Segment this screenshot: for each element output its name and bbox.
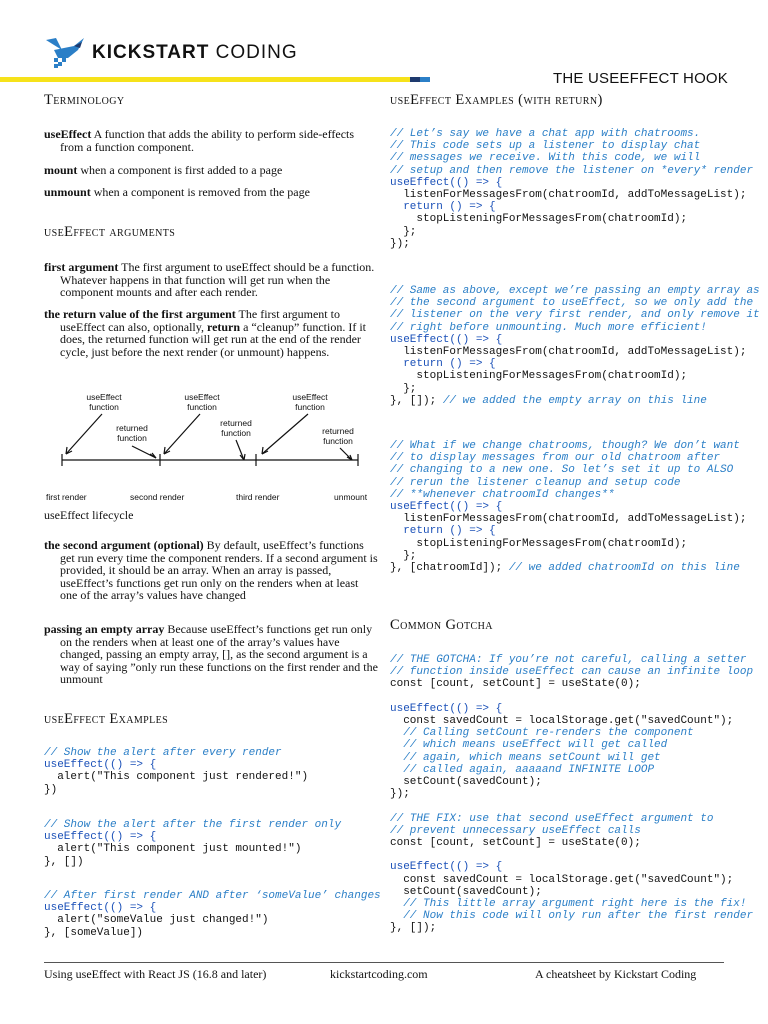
diag-label: function — [117, 433, 147, 443]
def-first-argument: first argument The first argument to useEffect should be a function. Whatever happens in that function will get run when the component mounts and after each render. — [44, 260, 375, 299]
diagram-caption: useEffect lifecycle — [44, 508, 134, 522]
code-block-empty-array: // Same as above, except we’re passing an empty array as // the second argument to useEffect, so we only add the // listener on the very first render, and only remove it // right before unmounting. Much more efficient! useEffect(() => { listenForMessagesFrom(chatroomId, addToMessageList); return () => { stopListeningForMessagesFrom(chatroomId); }; }, []); // we added the empty array on this line — [390, 285, 760, 407]
diag-label: function — [89, 402, 119, 412]
code-block-every-render: // Let’s say we have a chat app with chatrooms. // This code sets up a listener to display chat // messages we receive. With this code, we will // setup and then remove the listener on *every* render useEffect(() => { listenForMessagesFrom(chatroomId, addToMessageList); return () => { stopListeningForMessagesFrom(chatroomId); }; }); — [390, 128, 754, 250]
diag-label: returned — [116, 423, 148, 433]
example-every-render: // Show the alert after every render useEffect(() => { alert("This component just rendered!") }) — [44, 747, 309, 796]
kickstart-bird-logo-icon — [44, 36, 86, 70]
arguments-heading: useEffect arguments — [44, 224, 176, 240]
def-empty-array: passing an empty array Because useEffect’s functions get run only on the renders when at least one of the array’s values have changed, passing an empty array, [], as the second argument is a way of saying ”only run these functions on the first render and the unmount — [44, 622, 378, 686]
gotcha-heading: Common Gotcha — [390, 617, 493, 633]
footer-right: A cheatsheet by Kickstart Coding — [535, 967, 697, 981]
code-block-chatroom-change: // What if we change chatrooms, though? We don’t want // to display messages from our old chatroom after // changing to a new one. So let’s set it up to ALSO // rerun the listener cleanup and setup code // **whenever chatroomId changes** useEffect(() => { listenForMessagesFrom(chatroomId, addToMessageList); return () => { stopListeningForMessagesFrom(chatroomId); }; }, [chatroomId]); // we added chatroomId on this line — [390, 440, 747, 575]
page-title: THE USEEFFECT HOOK — [553, 70, 729, 87]
diag-label: function — [221, 428, 251, 438]
example-first-render: // Show the alert after the first render only useEffect(() => { alert("This component just mounted!") }, []) — [44, 819, 342, 868]
footer-divider — [44, 962, 724, 963]
diag-label: returned — [220, 418, 252, 428]
diag-label: function — [295, 402, 325, 412]
footer-link[interactable]: kickstartcoding.com — [330, 967, 428, 981]
terminology-heading: Terminology — [44, 92, 125, 108]
gotcha-code: // THE GOTCHA: If you’re not careful, calling a setter // function inside useEffect can cause an infinite loop const [count, setCount] = useState(0); useEffect(() => { const savedCount = localStorage.get("savedCount"); // Calling setCount re-renders the component // which means useEffect will get called // again, which means setCount will get // called again, aaaaand INFINITE LOOP setCount(savedCount); }); // THE FIX: use that second useEffect argument to // prevent unnecessary useEffect calls const [count, setCount] = useState(0); useEffect(() => { const savedCount = localStorage.get("savedCount"); setCount(savedCount); // This little array argument right here is the fix! // Now this code will only run after the first render }, []); — [390, 654, 754, 935]
def-second-argument: the second argument (optional) By default, useEffect’s functions get run every time the component renders. If a second argument is provided, it should be an array. When an array is passed, useEffect’s functions get run only on the renders when at least one of the array’s values have changed — [44, 538, 378, 602]
diag-label: function — [323, 436, 353, 446]
diag-label: useEffect — [292, 392, 328, 402]
examples-heading: useEffect Examples — [44, 711, 169, 727]
diag-label: function — [187, 402, 217, 412]
axis-label: unmount — [334, 492, 368, 502]
diag-label: useEffect — [184, 392, 220, 402]
diag-label: useEffect — [86, 392, 122, 402]
axis-label: first render — [46, 492, 87, 502]
brand-name: KICKSTART CODING — [92, 42, 298, 63]
axis-label: third render — [236, 492, 280, 502]
header-stripe — [0, 77, 430, 82]
term-mount: mount when a component is first added to a page — [44, 163, 283, 177]
with-return-heading: useEffect Examples (with return) — [390, 92, 603, 108]
term-useeffect: useEffect A function that adds the ability to perform side-effects from a function component. — [44, 127, 355, 154]
term-unmount: unmount when a component is removed from the page — [44, 185, 310, 199]
footer-left: Using useEffect with React JS (16.8 and later) — [44, 967, 267, 981]
example-some-value: // After first render AND after ‘someValue’ changes useEffect(() => { alert("someValue just changed!") }, [someValue]) — [44, 890, 381, 939]
diag-label: returned — [322, 426, 354, 436]
axis-label: second render — [130, 492, 185, 502]
lifecycle-diagram — [40, 388, 380, 504]
def-return-value: the return value of the first argument The first argument to useEffect can also, optionally, return a “cleanup” function. If it does, the returned function will get run at the end of the render cycle, just before the next render (or unmount) happens. — [44, 307, 367, 359]
